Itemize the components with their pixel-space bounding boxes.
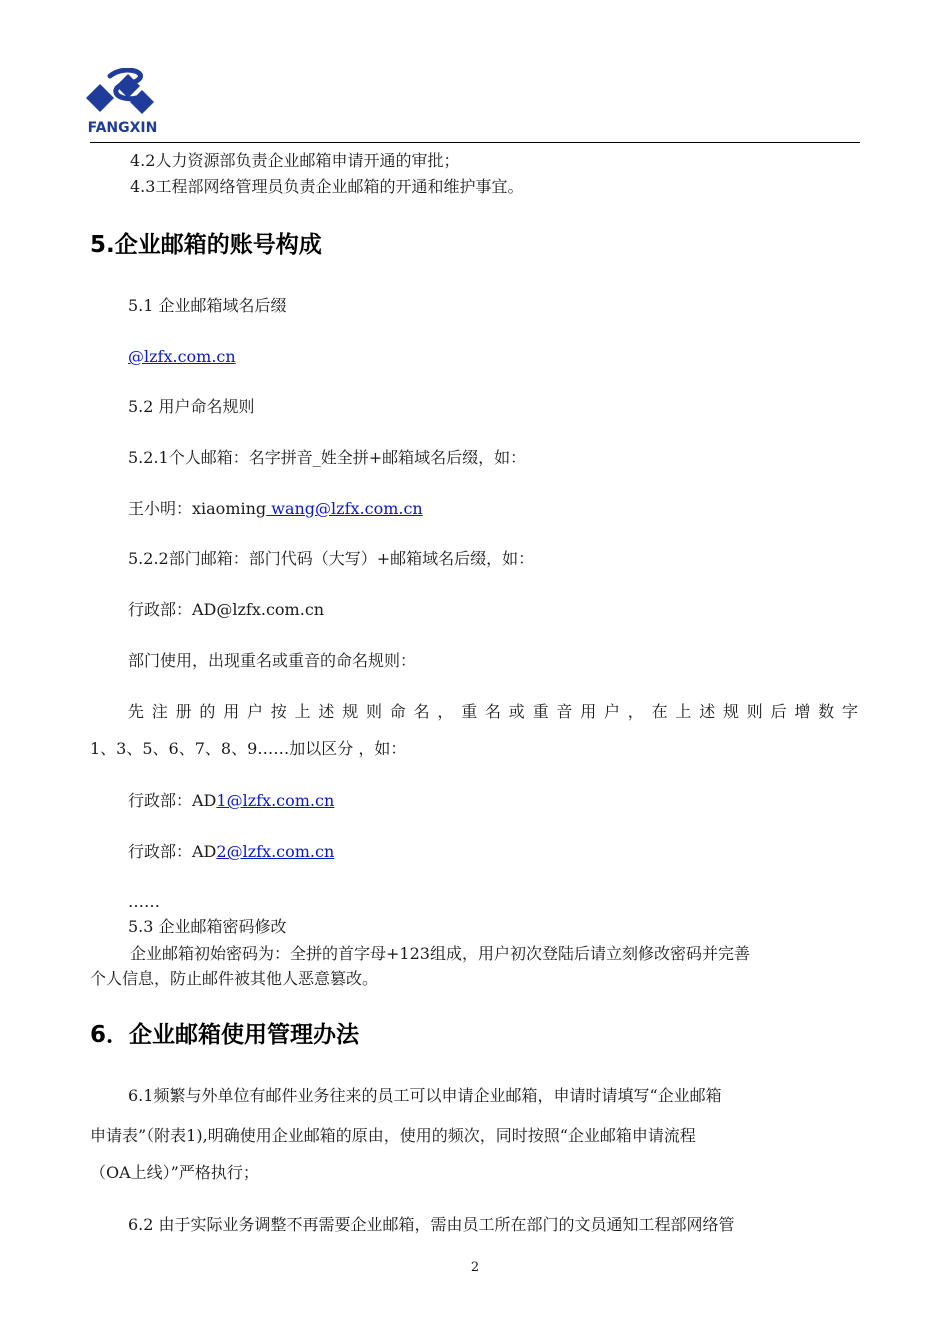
text-5-2: 5.2 用户命名规则 <box>128 397 255 416</box>
text-5-3: 5.3 企业邮箱密码修改 <box>128 917 287 936</box>
example-dup-1-prefix: 行政部：AD <box>128 791 217 810</box>
fangxin-logo <box>70 68 180 138</box>
password-para-line1: 企业邮箱初始密码为：全拼的首字母+123组成，用户初次登陆后请立刻修改密码并完善 <box>130 944 750 963</box>
text-4-2: 4.2人力资源部负责企业邮箱申请开通的审批； <box>130 151 460 170</box>
password-para-line2: 个人信息，防止邮件被其他人恶意篡改。 <box>90 969 379 988</box>
dup-rule-para-line2: 1、3、5、6、7、8、9……加以区分 ，如： <box>90 739 407 758</box>
header-rule <box>90 142 860 143</box>
text-6-1-line1: 6.1频繁与外单位有邮件业务往来的员工可以申请企业邮箱，申请时请填写“企业邮箱 <box>128 1086 722 1105</box>
example-dup-1 <box>128 790 334 812</box>
text-6-2: 6.2 由于实际业务调整不再需要企业邮箱，需由员工所在部门的文员通知工程部网络管 <box>128 1215 735 1234</box>
example-dept: 行政部：AD@lzfx.com.cn <box>128 600 325 619</box>
example-dup-2 <box>128 841 334 863</box>
example-dup-1-link[interactable]: 1@lzfx.com.cn <box>216 791 335 810</box>
page-number: 2 <box>470 1260 480 1275</box>
heading-section-5: 5.企业邮箱的账号构成 <box>90 232 322 258</box>
example-dup-2-prefix: 行政部：AD <box>128 842 217 861</box>
heading-section-6: 6．企业邮箱使用管理办法 <box>90 1022 360 1048</box>
text-5-2-1: 5.2.1个人邮箱：名字拼音_姓全拼+邮箱域名后缀，如： <box>128 448 527 467</box>
logo-brand-text: FANGXIN <box>87 120 158 136</box>
example-dup-2-link[interactable]: 2@lzfx.com.cn <box>216 842 335 861</box>
text-4-3: 4.3工程部网络管理员负责企业邮箱的开通和维护事宜。 <box>130 177 524 196</box>
text-6-1-line3: （OA上线）”严格执行； <box>90 1163 259 1182</box>
ellipsis: …… <box>128 892 160 911</box>
text-5-2-2: 5.2.2部门邮箱：部门代码（大写）+邮箱域名后缀，如： <box>128 549 535 568</box>
text-6-1-line2: 申请表”（附表1),明确使用企业邮箱的原由，使用的频次，同时按照“企业邮箱申请流程 <box>90 1126 696 1145</box>
domain-link-text[interactable]: @lzfx.com.cn <box>128 347 236 366</box>
dup-rule-title: 部门使用，出现重名或重音的命名规则： <box>128 651 417 670</box>
domain-link[interactable] <box>128 346 236 368</box>
dup-rule-para-line1: 先注册的用户按上述规则命名，重名或重音用户，在上述规则后增数字 <box>128 702 858 721</box>
example-personal-prefix: 王小明：xiaoming <box>128 499 267 518</box>
fangxin-logo-mark <box>70 68 175 120</box>
example-personal-link[interactable]: wang@lzfx.com.cn <box>266 499 423 518</box>
text-5-1: 5.1 企业邮箱域名后缀 <box>128 296 287 315</box>
example-personal <box>128 498 423 520</box>
